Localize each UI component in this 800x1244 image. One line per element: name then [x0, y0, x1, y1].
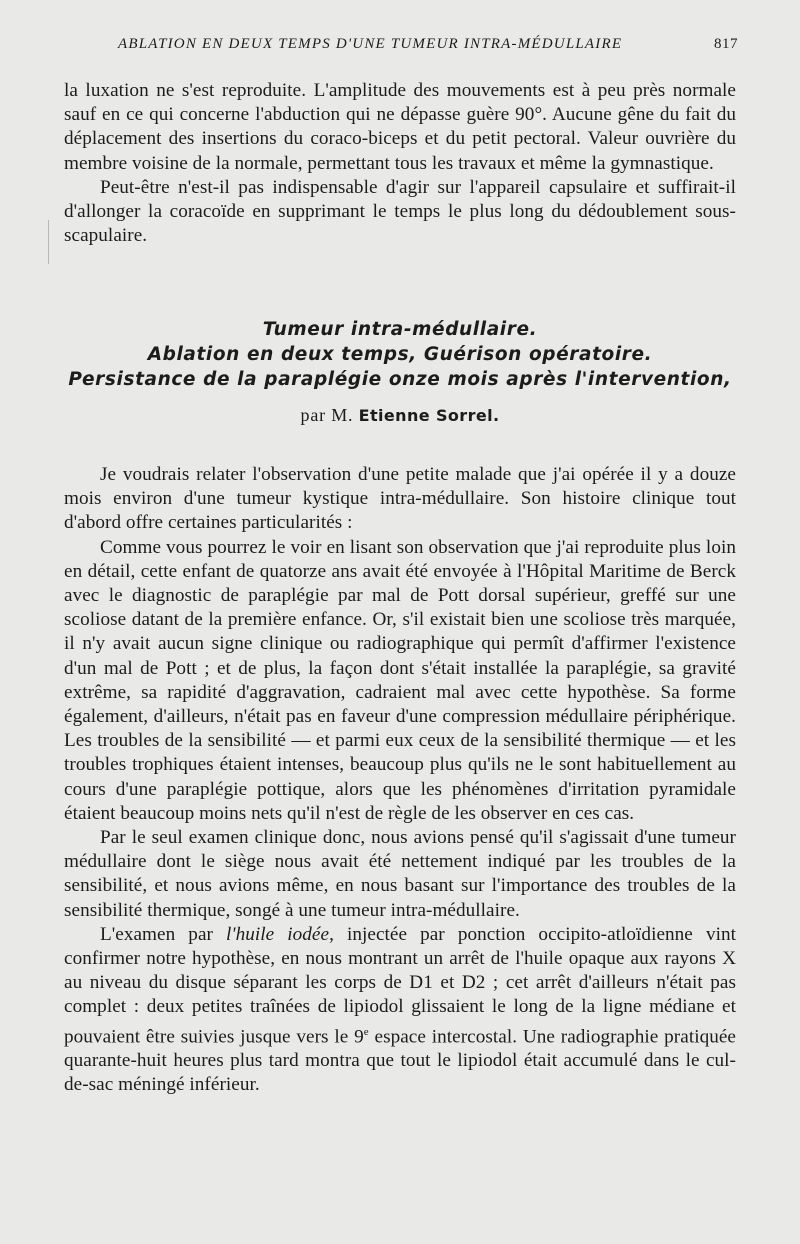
paragraph: Comme vous pourrez le voir en lisant son observation que j'ai reproduite plus loin en détail, cette enfant de quatorze ans avait été envoyée à l'Hôpital Maritime de Berck avec le diagnostic de paraplégie par mal de Pott dorsal supérieur, greffé sur une scoliose datant de la première enfance. Or, s'il existait bien une scoliose très marquée, il n'y avait aucun signe clinique ou radiographique qui permît d'affirmer l'existence d'un mal de Pott ; et de plus, la façon dont s'était installée la paraplégie, sa gravité extrême, sa rapidité d'aggravation, cadraient mal avec cette hypothèse. Sa forme également, d'ailleurs, n'était pas en faveur d'une compression médullaire périphérique. Les troubles de la sensibilité — et parmi eux ceux de la sensibilité thermique — et les troubles trophiques étaient intenses, beaucoup plus qu'ils ne le sont habituellement au cours d'une paraplégie pottique, alors que les phénomènes d'irritation pyramidale étaient beaucoup moins nets qu'il n'est de règle de les observer en ces cas. — [64, 536, 736, 824]
title-line: Ablation en deux temps, Guérison opératoire. — [147, 344, 653, 365]
running-header — [118, 36, 738, 53]
page-number: 817 — [714, 36, 738, 52]
title-line: Tumeur intra-médullaire. — [262, 319, 538, 340]
paragraph: Peut-être n'est-il pas indispensable d'agir sur l'appareil capsulaire et suffirait-il d'allonger la coracoïde en supprimant le temps le plus long du dédoublement sous-scapulaire. — [64, 176, 736, 247]
previous-article-ending — [64, 79, 736, 248]
article-title — [40, 317, 760, 392]
margin-mark — [48, 220, 49, 264]
text-run: L'examen par — [100, 923, 227, 945]
italic-term: l'huile iodée — [226, 923, 330, 945]
author-name: Etienne Sorrel. — [358, 406, 500, 425]
text-run: , injectée par ponction occipito-atloïdienne vint confirmer notre hypothèse, en nous montrant un arrêt de l'huile opaque aux rayons X au niveau du disque séparant les corps de D1 et D2 ; cet arrêt d'ailleurs n'était pas complet : deux petites traînées de lipiodol glissaient le long de la ligne médiane et pouvaient être suivies jusque vers le 9 — [64, 923, 736, 1048]
paragraph — [64, 923, 736, 1098]
text-run: espace intercostal. Une radiographie pratiquée quarante-huit heures plus tard montra que tout le lipiodol était accumulé dans le cul-de-sac méningé inférieur. — [64, 1026, 736, 1096]
byline — [0, 405, 800, 426]
paragraph: Je voudrais relater l'observation d'une petite malade que j'ai opérée il y a douze mois environ d'une tumeur kystique intra-médullaire. Son histoire clinique tout d'abord offre certaines particularités : — [64, 464, 736, 534]
byline-prefix: par M. — [300, 405, 354, 425]
article-body — [64, 463, 736, 1098]
superscript: e — [363, 1025, 369, 1038]
paragraph: Par le seul examen clinique donc, nous avions pensé qu'il s'agissait d'une tumeur médullaire dont le siège nous avait été nettement indiqué par les troubles de la sensibilité, et nous avions même, en nous basant sur l'importance des troubles de la sensibilité thermique, songé à une tumeur intra-médullaire. — [64, 827, 736, 921]
running-title: ABLATION EN DEUX TEMPS D'UNE TUMEUR INTRA-MÉDULLAIRE — [118, 36, 623, 52]
paragraph: la luxation ne s'est reproduite. L'amplitude des mouvements est à peu près normale sauf en ce qui concerne l'abduction qui ne dépasse guère 90°. Aucune gêne du fait du déplacement des insertions du coraco-biceps et du petit pectoral. Valeur ouvrière du membre voisine de la normale, permettant tous les travaux et même la gymnastique. — [64, 80, 736, 174]
title-line: Persistance de la paraplégie onze mois après l'intervention, — [68, 369, 732, 390]
